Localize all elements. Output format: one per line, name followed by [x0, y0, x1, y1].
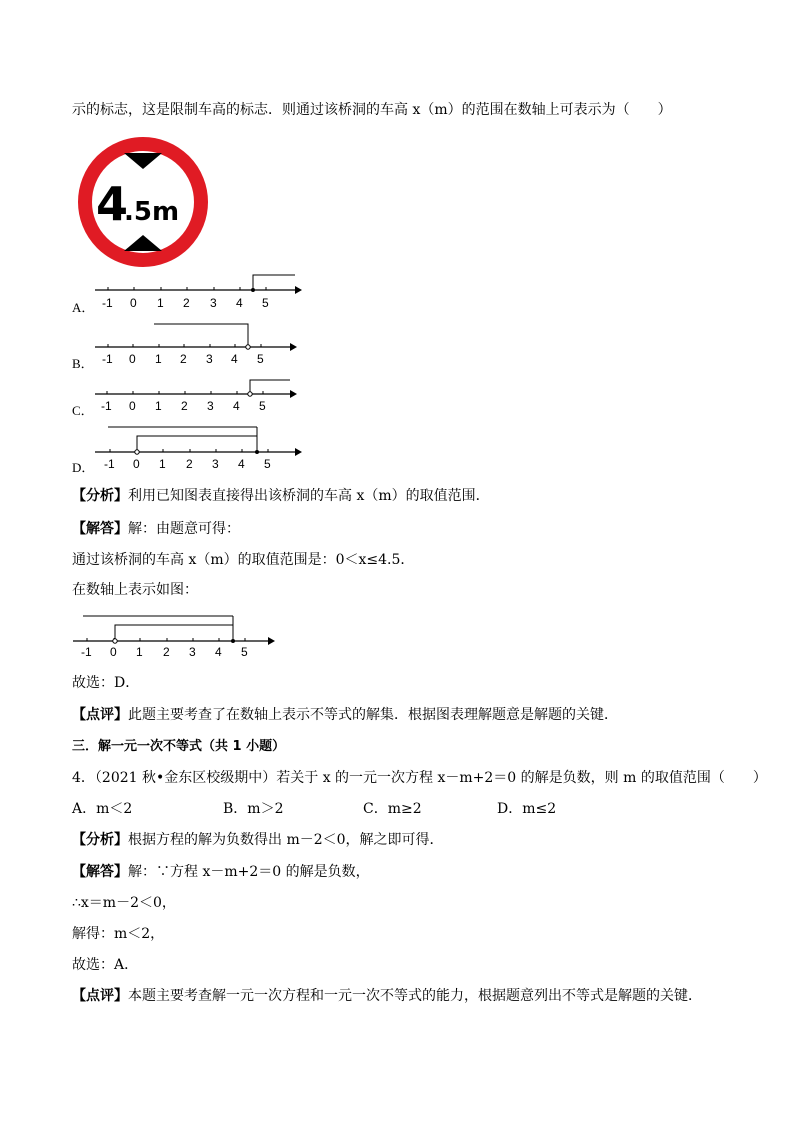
svg-text:3: 3	[210, 296, 217, 310]
svg-text:0: 0	[110, 645, 117, 659]
svg-text:-1: -1	[101, 399, 112, 413]
q4-answer-line-1: 【解答】解：∵方程 x－m+2＝0 的解是负数，	[72, 864, 370, 880]
svg-text:4: 4	[215, 645, 222, 659]
svg-text:2: 2	[180, 352, 187, 366]
q4-analysis: 【分析】根据方程的解为负数得出 m－2＜0，解之即可得．	[72, 832, 444, 848]
svg-text:2: 2	[163, 645, 170, 659]
q3-choice: 故选：D．	[72, 675, 140, 691]
svg-text:1: 1	[157, 296, 164, 310]
svg-text:4: 4	[238, 457, 245, 471]
svg-text:1: 1	[155, 352, 162, 366]
question-3-stem: 示的标志，这是限制车高的标志．则通过该桥洞的车高 x（m）的范围在数轴上可表示为（ ）	[72, 102, 672, 118]
section-3-heading: 三．解一元一次不等式（共 1 小题）	[72, 739, 286, 754]
option-c-label: C．	[72, 403, 94, 418]
q4-option-b: B．m＞2	[223, 801, 284, 817]
q3-answer-line-1: 【解答】解：由题意可得：	[72, 521, 240, 537]
option-a-label: A．	[72, 300, 95, 315]
svg-text:.5m: .5m	[124, 197, 180, 227]
svg-text:2: 2	[183, 296, 190, 310]
option-a-tick-labels	[102, 296, 269, 310]
svg-text:5: 5	[241, 645, 248, 659]
option-b-label: B．	[72, 356, 94, 371]
q4-answer-line-3: 解得：m＜2，	[72, 926, 165, 942]
svg-text:4: 4	[231, 352, 238, 366]
svg-text:1: 1	[159, 457, 166, 471]
svg-text:3: 3	[206, 352, 213, 366]
svg-text:1: 1	[136, 645, 143, 659]
svg-text:4: 4	[96, 177, 129, 231]
q4-option-d: D．m≤2	[497, 801, 557, 817]
q4-comment: 【点评】本题主要考查解一元一次方程和一元一次不等式的能力，根据题意列出不等式是解题的关键．	[72, 988, 702, 1004]
option-a-number-line	[90, 270, 305, 312]
q4-option-a: A．m＜2	[72, 801, 133, 817]
svg-text:1: 1	[155, 399, 162, 413]
option-b-number-line	[90, 320, 305, 368]
height-limit-sign-icon	[76, 135, 210, 269]
svg-text:4: 4	[233, 399, 240, 413]
q3-analysis: 【分析】利用已知图表直接得出该桥洞的车高 x（m）的取值范围．	[72, 488, 490, 504]
q4-choice: 故选：A．	[72, 957, 139, 973]
svg-text:4: 4	[236, 296, 243, 310]
svg-text:-1: -1	[81, 645, 92, 659]
answer-number-line	[68, 610, 283, 660]
svg-text:3: 3	[189, 645, 196, 659]
option-c-tick-labels	[101, 399, 266, 413]
option-d-tick-labels	[104, 457, 271, 471]
svg-text:5: 5	[262, 296, 269, 310]
svg-text:-1: -1	[102, 296, 113, 310]
option-b-tick-labels	[102, 352, 264, 366]
svg-text:0: 0	[129, 352, 136, 366]
svg-text:0: 0	[133, 457, 140, 471]
q4-option-c: C．m≥2	[363, 801, 422, 817]
svg-text:3: 3	[212, 457, 219, 471]
q3-answer-line-2: 通过该桥洞的车高 x（m）的取值范围是：0＜x≤4.5．	[72, 552, 415, 568]
svg-text:2: 2	[186, 457, 193, 471]
svg-text:3: 3	[207, 399, 214, 413]
svg-text:5: 5	[259, 399, 266, 413]
option-d-number-line	[90, 420, 310, 472]
svg-text:5: 5	[264, 457, 271, 471]
svg-text:-1: -1	[104, 457, 115, 471]
svg-text:0: 0	[130, 296, 137, 310]
svg-text:2: 2	[181, 399, 188, 413]
q3-answer-line-3: 在数轴上表示如图：	[72, 582, 198, 598]
option-c-number-line	[90, 376, 305, 416]
svg-text:0: 0	[129, 399, 136, 413]
answer-tick-labels	[81, 645, 248, 659]
option-d-label: D．	[72, 460, 95, 475]
svg-text:5: 5	[257, 352, 264, 366]
question-4-stem: 4．（2021 秋•金东区校级期中）若关于 x 的一元一次方程 x－m+2＝0 的解是负数，则 m 的取值范围（ ）	[72, 770, 767, 786]
svg-text:-1: -1	[102, 352, 113, 366]
q3-comment: 【点评】此题主要考查了在数轴上表示不等式的解集．根据图表理解题意是解题的关键．	[72, 707, 618, 723]
q4-answer-line-2: ∴x＝m－2＜0，	[72, 895, 176, 911]
